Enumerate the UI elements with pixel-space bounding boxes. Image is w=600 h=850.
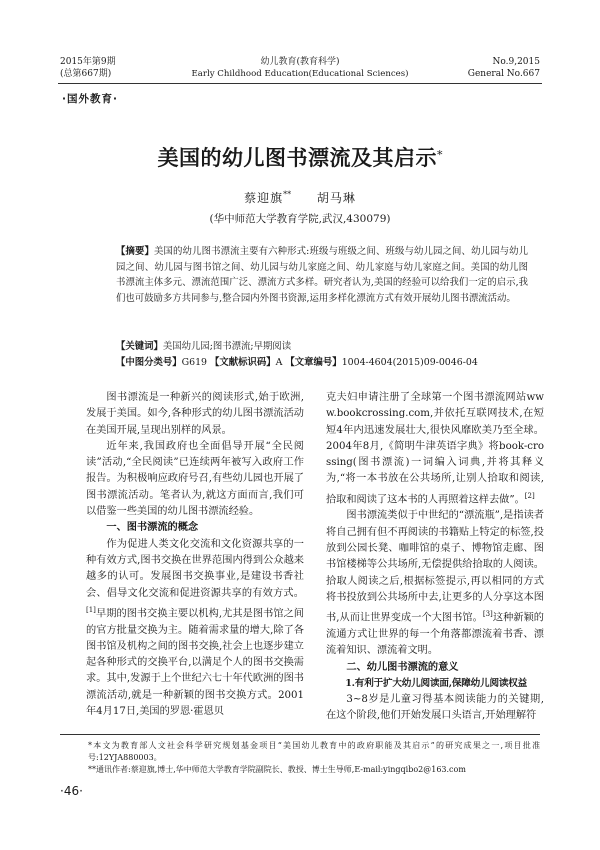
left-paragraph-3-cont: 早期的图书交换主要以机构,尤其是图书馆之间的官方批量交换为主。随着需求量的增大,除了各图书馆及机构之间的图书交换,社会上也逐步建立起各种形式的交换平台,以满足个人的图书交换需求。其中,发源于上个世纪六七十年代欧洲的图书漂流活动,就是一种新颖的图书交换方式。2001年4月17日,美国的罗恩·霍恩贝: [86, 608, 304, 718]
issue-label: 2015年第9期: [60, 57, 116, 67]
keywords: [116, 339, 528, 355]
issue-number-en: No.9,2015: [492, 57, 540, 67]
abstract-label: 【摘要】: [116, 246, 155, 257]
citation-1: [1]: [86, 605, 96, 614]
footnotes: [88, 740, 540, 776]
left-paragraph-3-text: 作为促进人类文化交流和文化资源共享的一种有效方式,图书交换在世界范围内得到公众越来越多的认可。发展图书交换事业,是建设书香社会、倡导文化交流和促进资源共享的有效方式。: [86, 538, 304, 599]
page-number: ·46·: [60, 784, 83, 798]
column-label: ·国外教育·: [62, 93, 118, 105]
journal-title-en: Early Childhood Education(Educational Sciences): [191, 69, 409, 79]
left-paragraph-3: [86, 537, 304, 721]
general-number-en: General No.667: [467, 69, 540, 79]
journal-title-cn: 幼儿教育(教育科学): [260, 57, 340, 67]
citation-2: [2]: [524, 491, 535, 500]
classification-line: [116, 355, 536, 371]
footnote-1: *本文为教育部人文社会科学研究规划基金项目“美国幼儿教育中的政府职能及其启示”的研究成果之一,项目批准号:12YJA880003。: [88, 741, 540, 762]
author-1: 蔡迎旗: [244, 191, 284, 205]
article-number-label: 【文章编号】: [285, 357, 342, 368]
header-rule: [58, 83, 542, 84]
header-center: [170, 56, 430, 80]
abstract: [116, 244, 528, 306]
right-paragraph-2-cont: 这种新颖的流通方式让世界的每一个角落都漂流着书香、漂流着知识、漂流着文明。: [326, 612, 544, 657]
title-footnote-mark: *: [437, 148, 443, 162]
clc-value: G619: [181, 357, 208, 368]
subsection-heading-1: 1.有利于扩大幼儿阅读面,保障幼儿阅读权益: [345, 677, 528, 689]
doc-code-label: 【文献标识码】: [210, 357, 276, 368]
keywords-label: 【关键词】: [116, 341, 163, 352]
section-heading-2: 二、幼儿图书漂流的意义: [346, 661, 459, 673]
authors: [60, 189, 540, 206]
keywords-text: 美国幼儿园;图书漂流;早期阅读: [162, 341, 292, 352]
left-paragraph-2: 近年来,我国政府也全面倡导开展“全民阅读”活动,“全民阅读”已连续两年被写入政府工作报告。为积极响应政府号召,有些幼儿园也开展了图书漂流活动。笔者认为,就这方面而言,我们可以借鉴一些美国的幼儿图书漂流经验。: [86, 440, 304, 518]
right-column: [326, 390, 544, 725]
right-paragraph-1: [326, 390, 544, 508]
author-2: 胡马琳: [316, 191, 356, 205]
article-number-value: 1004-4604(2015)09-0046-04: [341, 357, 478, 368]
right-paragraph-1-text: 克夫妇申请注册了全球第一个图书漂流网站www.bookcrossing.com,并依托互联网技术,在短短4年内迅速发展壮大,很快风靡欧美乃至全球。2004年8月,《简明牛津英语字典》将book-crossing(图书漂流)一词编入词典,并将其释义为,“将一本书放在公共场所,让别人拾取和阅读,拾取和阅读了这本书的人再照着这样去做”。: [326, 392, 544, 506]
right-paragraph-3: 3~8岁是儿童习得基本阅读能力的关键期,在这个阶段,他们开始发展口头语言,开始理解符: [326, 694, 544, 722]
left-column: [86, 390, 304, 720]
doc-code-value: A: [275, 357, 283, 368]
left-paragraph-1: 图书漂流是一种新兴的阅读形式,始于欧洲,发展于美国。如今,各种形式的幼儿图书漂流活动在美国开展,呈现出别样的风景。: [86, 392, 304, 436]
right-paragraph-2: [326, 508, 544, 659]
footnote-2: **通讯作者:蔡迎旗,博士,华中师范大学教育学院副院长、教授、博士生导师,E-mail:yingqibo2@163.com: [88, 765, 466, 774]
abstract-text: 美国的幼儿图书漂流主要有六种形式:班级与班级之间、班级与幼儿园之间、幼儿园与幼儿园之间、幼儿园与图书馆之间、幼儿园与幼儿家庭之间、幼儿家庭与幼儿家庭之间。美国的幼儿图书漂流主体多元、漂流范围广泛、漂流方式多样。研究者认为,美国的经验可以给我们一定的启示,我们也可鼓励多方共同参与,整合园内外图书资源,运用多样化漂流方式有效开展幼儿图书漂流活动。: [116, 246, 528, 304]
header-right: [420, 56, 540, 80]
citation-3: [3]: [482, 610, 493, 619]
author-1-mark: **: [283, 190, 292, 199]
total-issue-label: (总第667期): [60, 69, 112, 79]
affiliation: (华中师范大学教育学院,武汉,430079): [209, 213, 391, 225]
clc-label: 【中图分类号】: [116, 357, 182, 368]
article-title: 美国的幼儿图书漂流及其启示: [157, 146, 437, 170]
right-paragraph-2-text: 图书漂流类似于中世纪的“漂流瓶”,是指读者将自己拥有但不再阅读的书籍贴上特定的标签,投放到公园长凳、咖啡馆的桌子、博物馆走廊、图书馆楼梯等公共场所,无偿提供给拾取的人阅读。拾取人阅读之后,根据标签提示,再以相同的方式将书投放到公共场所中去,让更多的人分享这本图书,从而让世界变成一个大图书馆。: [326, 510, 544, 624]
section-heading-1: 一、图书漂流的概念: [106, 522, 199, 534]
article-title-block: [60, 142, 540, 172]
footnote-rule: [60, 734, 540, 735]
